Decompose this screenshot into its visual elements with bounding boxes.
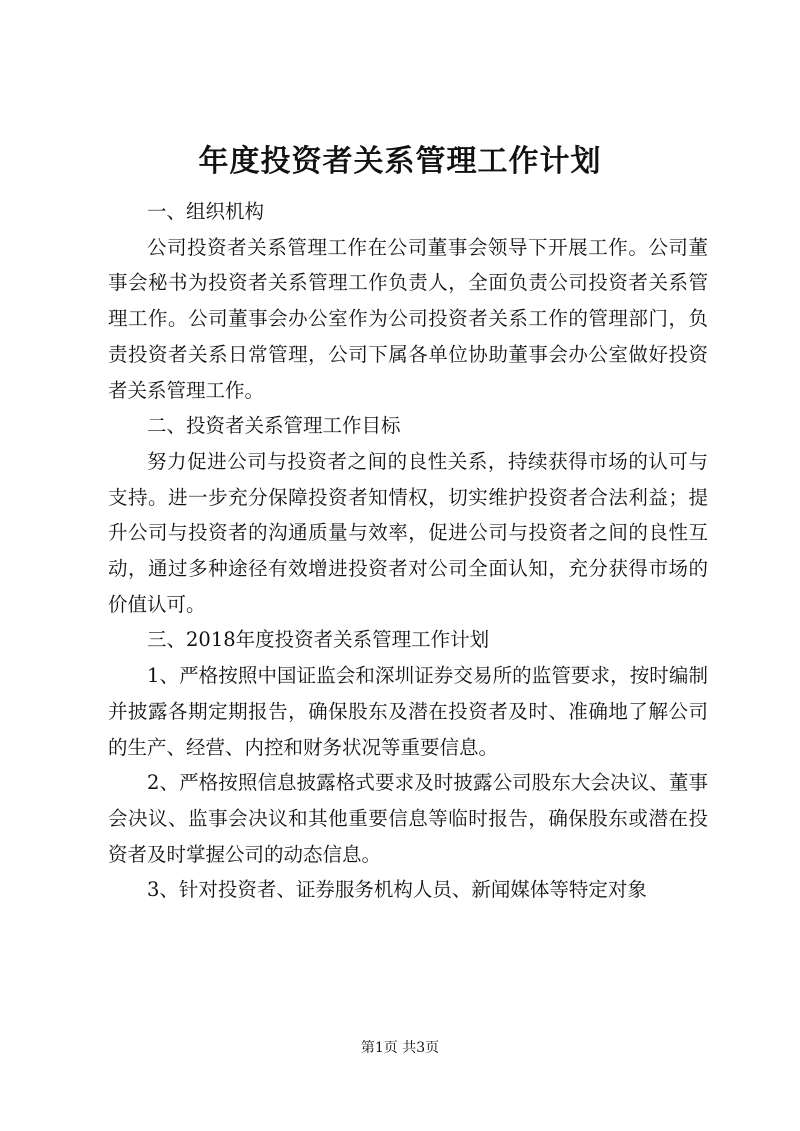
paragraph-organization: 公司投资者关系管理工作在公司董事会领导下开展工作。公司董事会秘书为投资者关系管理工作负责人，全面负责公司投资者关系管理工作。公司董事会办公室作为公司投资者关系工作的管理部门，负责投资者关系日常管理，公司下属各单位协助董事会办公室做好投资者关系管理工作。 xyxy=(108,235,708,402)
paragraph-goals: 努力促进公司与投资者之间的良性关系，持续获得市场的认可与支持。进一步充分保障投资者知情权，切实维护投资者合法利益；提升公司与投资者的沟通质量与效率，促进公司与投资者之间的良性互动，通过多种途径有效增进投资者对公司全面认知，充分获得市场的价值认可。 xyxy=(108,449,708,616)
document-body xyxy=(108,194,708,908)
plan-item-1: 1、严格按照中国证监会和深圳证券交易所的监管要求，按时编制并披露各期定期报告，确保股东及潜在投资者及时、准确地了解公司的生产、经营、内控和财务状况等重要信息。 xyxy=(108,664,708,759)
section-heading-plan: 三、2018年度投资者关系管理工作计划 xyxy=(147,628,490,652)
section-heading-goals: 二、投资者关系管理工作目标 xyxy=(147,414,401,438)
section-heading-organization: 一、组织机构 xyxy=(147,200,265,223)
page-number-footer: 第1页 共3页 xyxy=(360,1040,440,1056)
plan-item-2: 2、严格按照信息披露格式要求及时披露公司股东大会决议、董事会决议、监事会决议和其他重要信息等临时报告，确保股东或潜在投资者及时掌握公司的动态信息。 xyxy=(108,771,708,866)
document-title: 年度投资者关系管理工作计划 xyxy=(198,144,602,179)
plan-item-3: 3、针对投资者、证券服务机构人员、新闻媒体等特定对象 xyxy=(147,878,647,902)
